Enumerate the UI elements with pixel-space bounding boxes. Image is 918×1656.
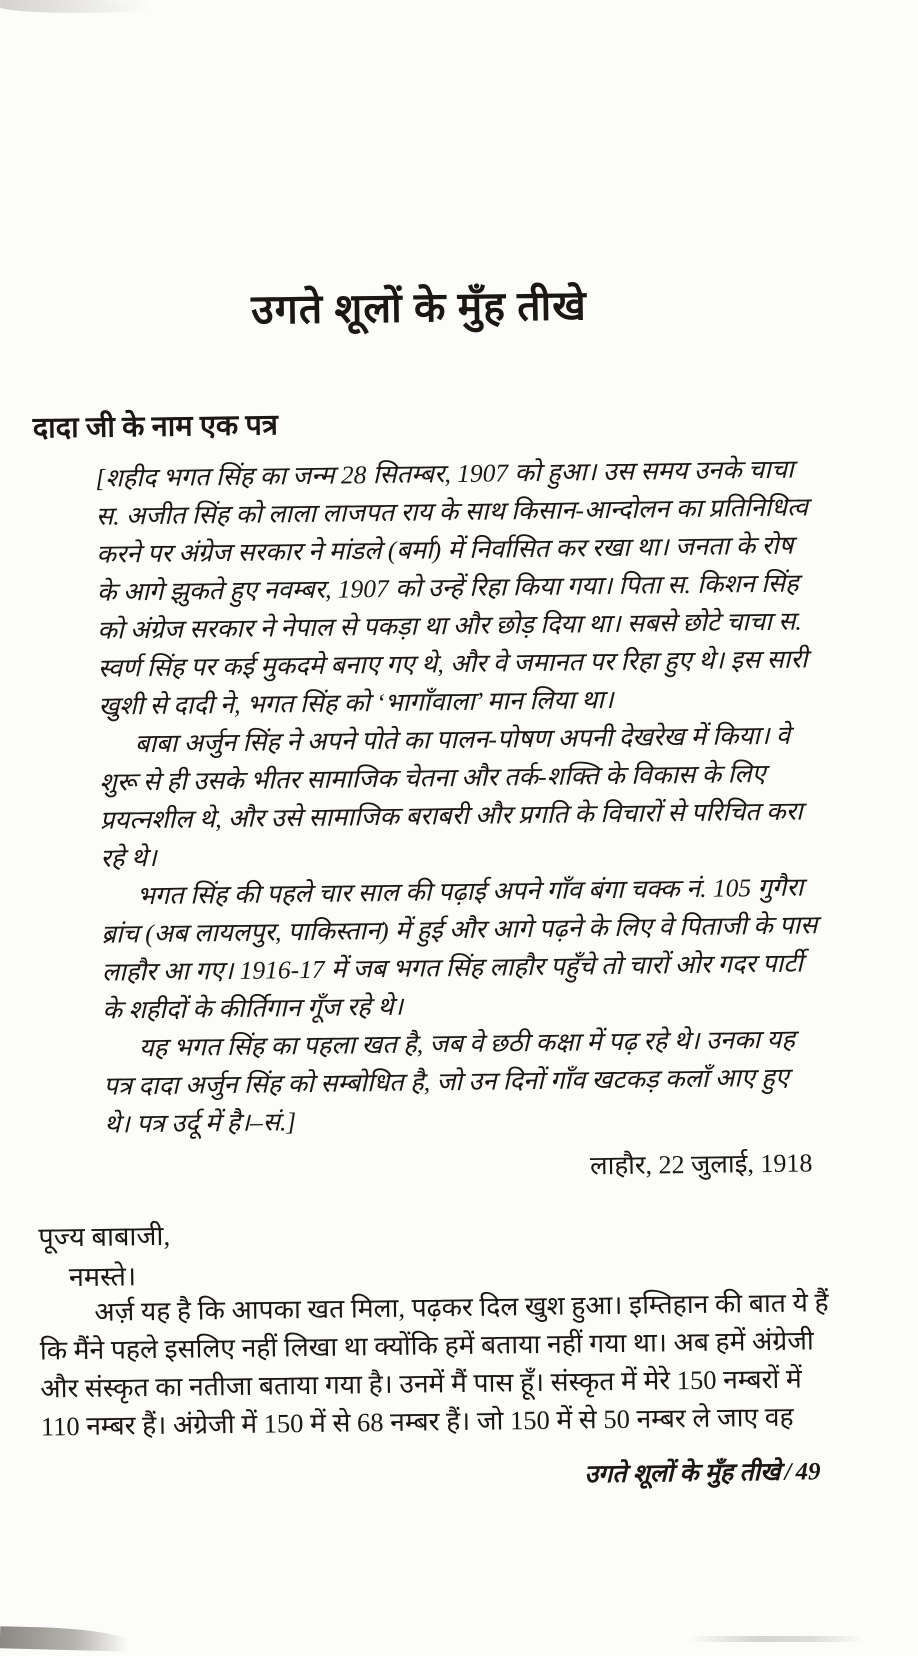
letter-body — [39, 1283, 881, 1446]
note-line: को अंग्रेज सरकार ने नेपाल से पकड़ा था और छोड़ दिया था। सबसे छोटे चाचा स. — [97, 606, 802, 645]
page-footer — [108, 1453, 820, 1496]
note-line: प्रयत्नशील थे, और उसे सामाजिक बराबरी और प्रगति के विचारों से परिचित करा — [99, 796, 803, 835]
note-line: के शहीदों के कीर्तिगान गूँज रहे थे। — [102, 991, 404, 1025]
note-line: करने पर अंग्रेज सरकार ने मांडले (बर्मा) में निर्वासित कर रखा था। जनता के रोष — [96, 530, 794, 569]
note-line: रहे थे। — [100, 842, 157, 873]
note-line: के आगे झुकते हुए नवम्बर, 1907 को उन्हें रिहा किया गया। पिता स. किशन सिंह — [96, 568, 799, 607]
note-line: भगत सिंह की पहले चार साल की पढ़ाई अपने गाँव बंगा चक्क नं. 105 गुगैरा — [136, 872, 804, 911]
letter-line: 110 नम्बर हैं। अंग्रेजी में 150 में से 68 नम्बर हैं। जो 150 में से 50 नम्बर ले जाए वह — [40, 1401, 794, 1442]
section-heading: दादा जी के नाम एक पत्र — [32, 409, 279, 445]
note-line: खुशी से दादी ने, भगत सिंह को ‘भागाँवाला’ मान लिया था। — [98, 684, 614, 721]
footer-separator: / — [784, 1458, 792, 1486]
note-line: स. अजीत सिंह को लाला लाजपत राय के साथ किसान-आन्दोलन का प्रतिनिधित्व — [95, 492, 809, 531]
note-line: शुरू से ही उसके भीतर सामाजिक चेतना और तर्क-शक्ति के विकास के लिए — [99, 758, 766, 797]
editorial-note — [95, 450, 874, 1144]
letter-line: कि मैंने पहले इसलिए नहीं लिखा था क्योंकि हमें बताया नहीं गया था। अब हमें अंग्रेजी — [39, 1325, 814, 1366]
note-line: स्वर्ण सिंह पर कई मुकदमे बनाए गए थे, और वे जमानत पर रिहा हुए थे। इस सारी — [97, 644, 808, 683]
letter-greeting: नमस्ते। — [68, 1261, 137, 1293]
note-line: यह भगत सिंह का पहला खत है, जब वे छठी कक्षा में पढ़ रहे थे। उनका यह — [138, 1024, 796, 1063]
footer-running-title: उगते शूलों के मुँह तीखे — [584, 1458, 781, 1489]
letter-line: अर्ज़ यह है कि आपका खत मिला, पढ़कर दिल खुश हुआ। इम्तिहान की बात ये हैं — [94, 1287, 829, 1327]
letter-line: और संस्कृत का नतीजा बताया गया है। उनमें मैं पास हूँ। संस्कृत में मेरे 150 नम्बरों में — [40, 1363, 802, 1404]
note-line: ब्रांच (अब लायलपुर, पाकिस्तान) में हुई और आगे पढ़ने के लिए वे पिताजी के पास — [101, 910, 818, 949]
note-line: [शहीद भगत सिंह का जन्म 28 सितम्बर, 1907 को हुआ। उस समय उनके चाचा — [95, 454, 794, 493]
note-line: थे। पत्र उर्दू में है।–सं.] — [103, 1107, 297, 1139]
chapter-title: उगते शूलों के मुँह तीखे — [250, 282, 588, 333]
note-line: लाहौर आ गए। 1916-17 में जब भगत सिंह लाहौर पहुँचे तो चारों ओर गदर पार्टी — [101, 948, 803, 987]
note-line: पत्र दादा अर्जुन सिंह को सम्बोधित है, जो उन दिनों गाँव खटकड़ कलाँ आए हुए — [103, 1062, 790, 1101]
letter-salutation: पूज्य बाबाजी, — [38, 1220, 171, 1253]
footer-page-number: 49 — [795, 1458, 821, 1486]
letter-dateline: लाहौर, 22 जुलाई, 1918 — [589, 1148, 813, 1181]
note-line: बाबा अर्जुन सिंह ने अपने पोते का पालन-पोषण अपनी देखरेख में किया। वे — [134, 720, 791, 759]
